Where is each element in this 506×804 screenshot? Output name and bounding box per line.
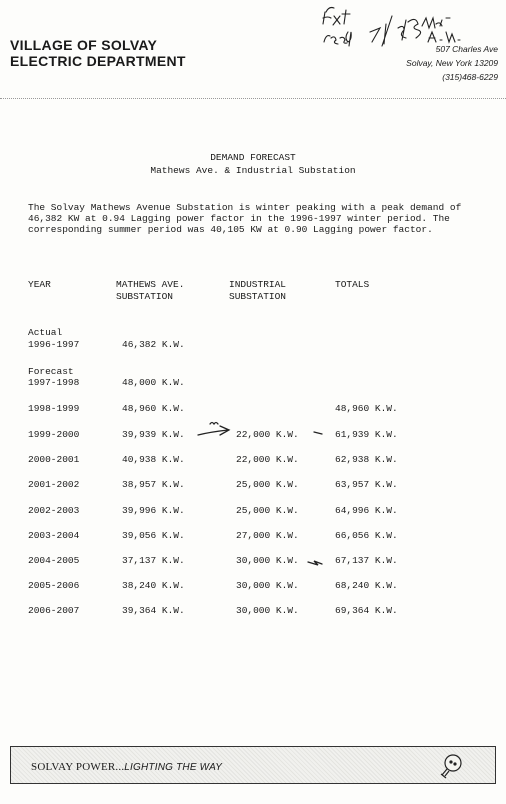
cell-industrial: 30,000 K.W. <box>236 555 299 566</box>
header-totals: TOTALS <box>335 279 370 290</box>
letterhead-organization <box>10 37 186 69</box>
cell-total: 62,938 K.W. <box>335 454 398 465</box>
cell-year: 1997-1998 <box>28 377 80 388</box>
cell-mathews: 40,938 K.W. <box>122 454 185 465</box>
cell-mathews: 39,996 K.W. <box>122 505 185 516</box>
cell-year: 1996-1997 <box>28 339 80 350</box>
cell-total: 64,996 K.W. <box>335 505 398 516</box>
lightbulb-icon <box>437 753 465 779</box>
cell-mathews: 39,364 K.W. <box>122 605 185 616</box>
section-actual: Actual <box>28 327 63 338</box>
cell-mathews: 46,382 K.W. <box>122 339 185 350</box>
cell-year: 2003-2004 <box>28 530 80 541</box>
header-year: YEAR <box>28 279 51 290</box>
cell-total: 48,960 K.W. <box>335 403 398 414</box>
handwritten-received-note <box>318 2 478 54</box>
org-department: ELECTRIC DEPARTMENT <box>10 53 186 69</box>
cell-industrial: 27,000 K.W. <box>236 530 299 541</box>
cell-total: 69,364 K.W. <box>335 605 398 616</box>
cell-mathews: 38,957 K.W. <box>122 479 185 490</box>
cell-year: 2005-2006 <box>28 580 80 591</box>
cell-industrial: 30,000 K.W. <box>236 580 299 591</box>
section-forecast: Forecast <box>28 366 74 377</box>
footer-slogan <box>31 761 222 773</box>
cell-year: 2001-2002 <box>28 479 80 490</box>
address-street: 507 Charles Ave <box>435 44 498 54</box>
header-mathews-line2: SUBSTATION <box>116 291 174 302</box>
cell-mathews: 37,137 K.W. <box>122 555 185 566</box>
header-mathews <box>116 279 184 303</box>
cell-industrial: 25,000 K.W. <box>236 479 299 490</box>
cell-mathews: 39,939 K.W. <box>122 429 185 440</box>
org-name: VILLAGE OF SOLVAY <box>10 37 158 53</box>
cell-total: 68,240 K.W. <box>335 580 398 591</box>
cell-year: 2004-2005 <box>28 555 80 566</box>
footer-banner <box>10 746 496 784</box>
cell-mathews: 38,240 K.W. <box>122 580 185 591</box>
summary-paragraph: The Solvay Mathews Avenue Substation is winter peaking with a peak demand of 46,382 KW at 0.94 Lagging power factor in the 1996-1997 winter period. The corresponding summer period was 40,105 KW at 0.90 Lagging power factor. <box>28 202 462 235</box>
cell-industrial: 25,000 K.W. <box>236 505 299 516</box>
cell-industrial: 22,000 K.W. <box>236 429 299 440</box>
address-phone: (315)468-6229 <box>442 72 498 82</box>
cell-mathews: 48,000 K.W. <box>122 377 185 388</box>
cell-year: 2000-2001 <box>28 454 80 465</box>
footer-brand: SOLVAY POWER... <box>31 761 125 773</box>
cell-year: 2002-2003 <box>28 505 80 516</box>
cell-year: 1999-2000 <box>28 429 80 440</box>
address-city: Solvay, New York 13209 <box>406 58 498 68</box>
document-subtitle: Mathews Ave. & Industrial Substation <box>150 165 356 176</box>
cell-mathews: 48,960 K.W. <box>122 403 185 414</box>
cell-total: 61,939 K.W. <box>335 429 398 440</box>
header-industrial-line2: SUBSTATION <box>229 291 287 302</box>
header-industrial <box>229 279 286 303</box>
cell-industrial: 22,000 K.W. <box>236 454 299 465</box>
cell-total: 67,137 K.W. <box>335 555 398 566</box>
document-title: DEMAND FORECAST <box>210 152 296 163</box>
cell-mathews: 39,056 K.W. <box>122 530 185 541</box>
footer-tagline: LIGHTING THE WAY <box>124 762 223 773</box>
cell-year: 1998-1999 <box>28 403 80 414</box>
letterhead-divider <box>0 98 506 99</box>
cell-total: 66,056 K.W. <box>335 530 398 541</box>
cell-year: 2006-2007 <box>28 605 80 616</box>
handwritten-arrow-marks <box>190 418 330 568</box>
cell-total: 63,957 K.W. <box>335 479 398 490</box>
header-industrial-line1: INDUSTRIAL <box>229 279 287 290</box>
cell-industrial: 30,000 K.W. <box>236 605 299 616</box>
header-mathews-line1: MATHEWS AVE. <box>116 279 185 290</box>
